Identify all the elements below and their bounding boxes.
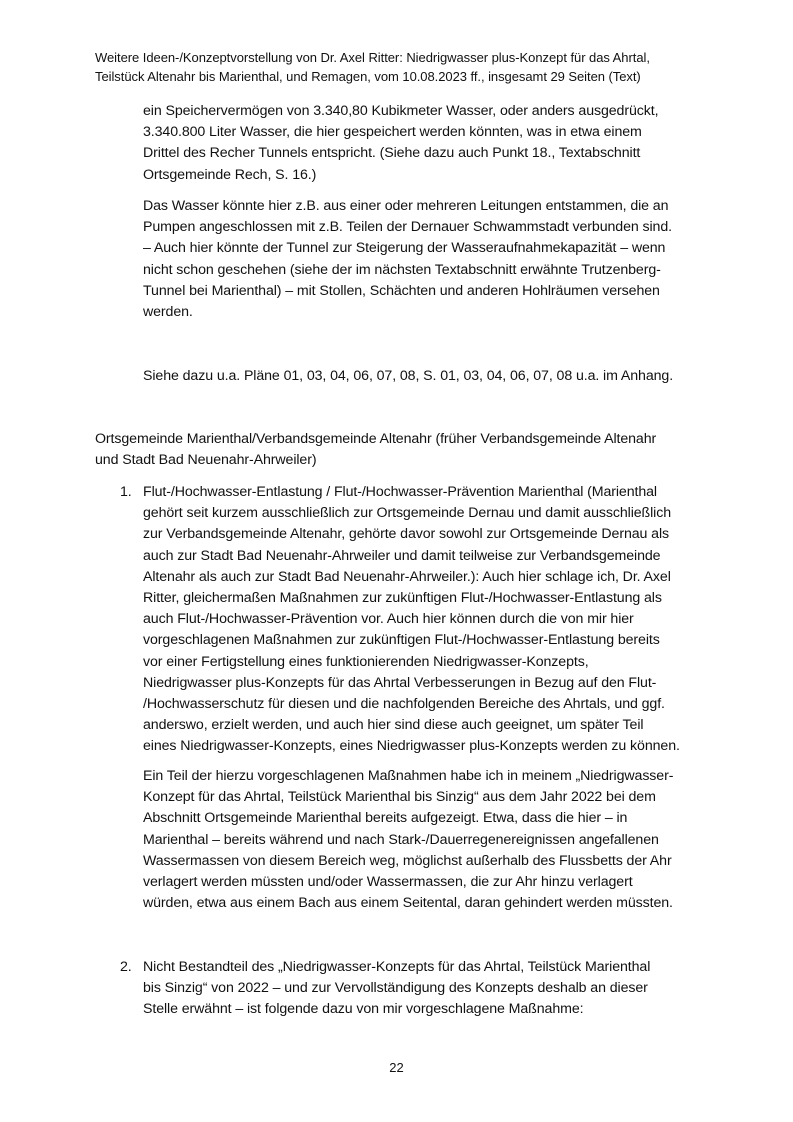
text-line: 3.340.800 Liter Wasser, die hier gespeichert werden könnten, was in etwa einem <box>143 124 642 141</box>
text-line: Altenahr als auch zur Stadt Bad Neuenahr-Ahrweiler.): Auch hier schlage ich, Dr. Axel <box>143 568 671 585</box>
text-line: würden, etwa aus einem Bach aus einem Seitental, daran gehindert werden müssten. <box>143 895 673 912</box>
text-line: Ortsgemeinde Rech, S. 16.) <box>143 166 317 183</box>
paragraph-plan-reference <box>143 366 708 387</box>
text-line: Abschnitt Ortsgemeinde Marienthal bereits aufgezeigt. Etwa, dass die hier – in <box>143 810 628 827</box>
text-line: Pumpen angeschlossen mit z.B. Teilen der Dernauer Schwammstadt verbunden sind. <box>143 219 672 236</box>
text-line: auch zur Stadt Bad Neuenahr-Ahrweiler und damit teilweise zur Verbandsgemeinde <box>143 547 661 564</box>
text-line: zur Verbandsgemeinde Altenahr, gehörte davor sowohl zur Ortsgemeinde Dernau als <box>143 526 670 543</box>
paragraph-list-item-1-continuation <box>143 766 708 914</box>
text-line: Marienthal – bereits während und nach Stark-/Dauerregenereignissen angefallenen <box>143 831 659 848</box>
text-line: bis Sinzig“ von 2022 – und zur Vervollständigung des Konzepts deshalb an dieser <box>143 980 648 997</box>
text-line: Ein Teil der hierzu vorgeschlagenen Maßnahmen habe ich in meinem „Niedrigwasser- <box>143 768 674 784</box>
text-line: vorgeschlagenen Maßnahmen zur zukünftigen Flut-/Hochwasser-Entlastung bereits <box>143 632 660 649</box>
list-item-2 <box>120 957 710 1023</box>
section-heading-marienthal <box>95 429 710 471</box>
text-line: Drittel des Recher Tunnels entspricht. (Siehe dazu auch Punkt 18., Textabschnitt <box>143 145 641 162</box>
text-line: Konzept für das Ahrtal, Teilstück Marienthal bis Sinzig“ aus dem Jahr 2022 bei dem <box>143 789 656 806</box>
text-line: auch Flut-/Hochwasser-Prävention vor. Auch hier können durch die von mir hier <box>143 611 634 628</box>
text-line: Wassermassen von diesem Bereich weg, möglichst außerhalb des Flussbetts der Ahr <box>143 852 672 869</box>
text-line: Das Wasser könnte hier z.B. aus einer oder mehreren Leitungen entstammen, die an <box>143 198 669 214</box>
text-line: Tunnel bei Marienthal) – mit Stollen, Schächten und anderen Hohlräumen versehen <box>143 282 660 299</box>
text-line: – Auch hier könnte der Tunnel zur Steigerung der Wasseraufnahmekapazität – wenn <box>143 240 666 257</box>
text-line: Stelle erwähnt – ist folgende dazu von mir vorgeschlagene Maßnahme: <box>143 1001 584 1018</box>
text-line: vor einer Fertigstellung eines funktionierenden Niedrigwasser-Konzepts, <box>143 653 589 670</box>
text-line: Flut-/Hochwasser-Entlastung / Flut-/Hochwasser-Prävention Marienthal (Marienthal <box>143 484 657 500</box>
text-line: Nicht Bestandteil des „Niedrigwasser-Konzepts für das Ahrtal, Teilstück Marienthal <box>143 959 651 975</box>
text-line: ein Speichervermögen von 3.340,80 Kubikmeter Wasser, oder anders ausgedrückt, <box>143 103 659 119</box>
list-item-1 <box>120 482 710 762</box>
list-number: 2. <box>120 959 132 975</box>
text-line: Siehe dazu u.a. Pläne 01, 03, 04, 06, 07, 08, S. 01, 03, 04, 06, 07, 08 u.a. im Anhang. <box>143 368 674 384</box>
paragraph-water-source <box>143 196 708 323</box>
text-line: verlagert werden müssten und/oder Wassermassen, die zur Ahr hinzu verlagert <box>143 874 633 891</box>
text-line: gehört seit kurzem ausschließlich zur Ortsgemeinde Dernau und damit ausschließlich <box>143 505 672 522</box>
list-item-text <box>143 482 708 758</box>
text-line: eines Niedrigwasser-Konzepts, eines Niedrigwasser plus-Konzepts werden zu können. <box>143 738 680 755</box>
text-line: Ortsgemeinde Marienthal/Verbandsgemeinde Altenahr (früher Verbandsgemeinde Altenahr <box>95 431 657 447</box>
paragraph-storage-capacity <box>143 101 708 186</box>
page-number: 22 <box>389 1060 404 1075</box>
text-line: /Hochwasserschutz für diesen und die nachfolgenden Bereiche des Ahrtals, und ggf. <box>143 696 665 713</box>
text-line: werden. <box>143 304 193 321</box>
header-line: Weitere Ideen-/Konzeptvorstellung von Dr. Axel Ritter: Niedrigwasser plus-Konzept für das Ahrtal, <box>95 50 650 65</box>
text-line: anderswo, erzielt werden, und auch hier sind diese auch geeignet, um später Teil <box>143 717 644 734</box>
list-item-text <box>143 957 708 1021</box>
text-line: Niedrigwasser plus-Konzepts für das Ahrtal Verbesserungen in Bezug auf den Flut- <box>143 674 657 691</box>
text-line: und Stadt Bad Neuenahr-Ahrweiler) <box>95 452 317 469</box>
running-header <box>95 48 745 86</box>
header-line: Teilstück Altenahr bis Marienthal, und Remagen, vom 10.08.2023 ff., insgesamt 29 Seiten (Text) <box>95 69 641 84</box>
list-number: 1. <box>120 484 132 500</box>
text-line: nicht schon geschehen (siehe der im nächsten Textabschnitt erwähnte Trutzenberg- <box>143 261 661 278</box>
text-line: Ritter, gleichermaßen Maßnahmen zur zukünftigen Flut-/Hochwasser-Entlastung als <box>143 590 662 607</box>
